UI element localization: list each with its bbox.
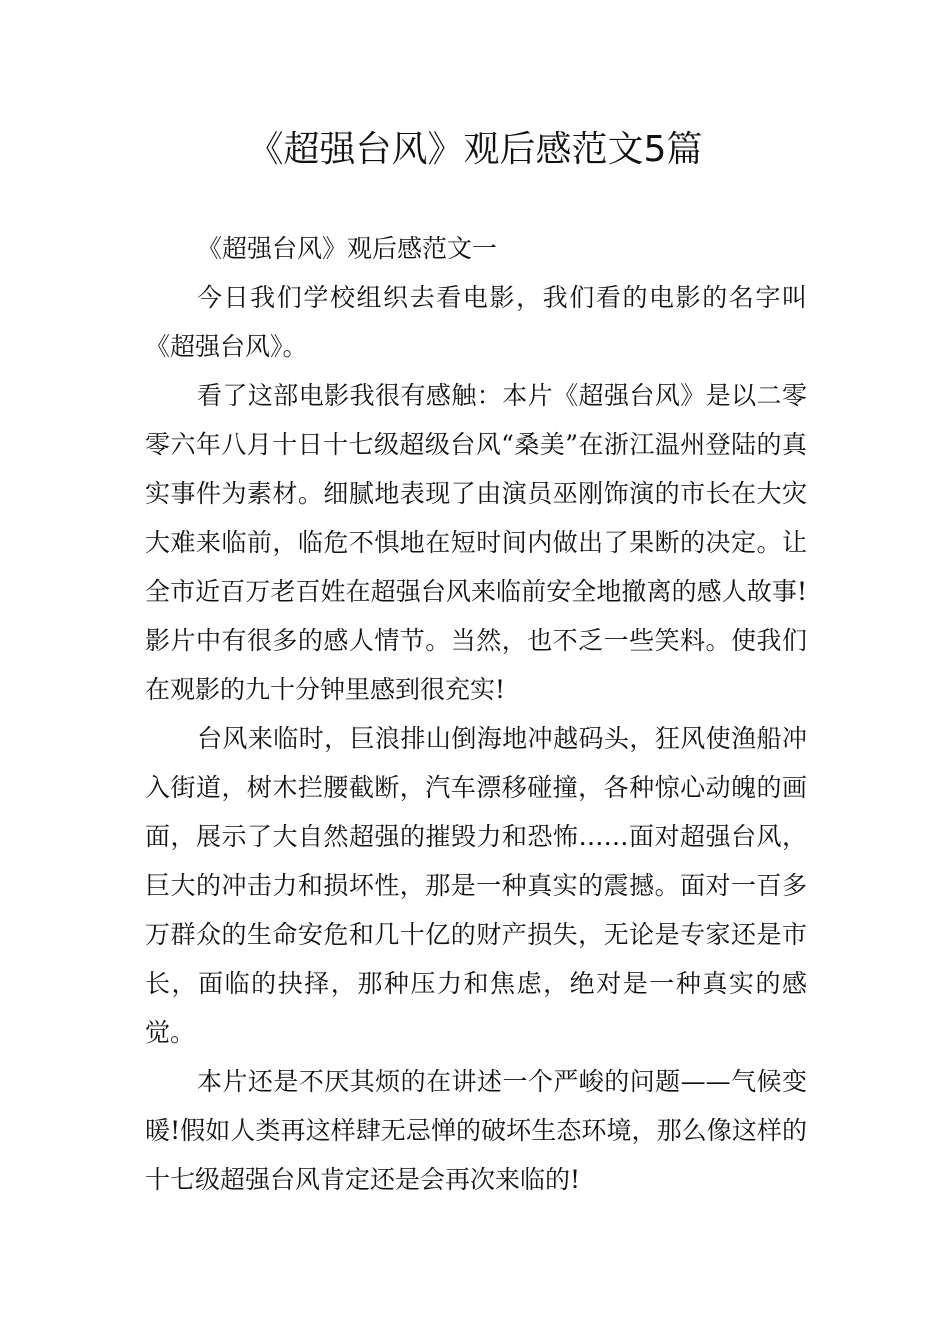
paragraph: 今日我们学校组织去看电影，我们看的电影的名字叫《超强台风》。 bbox=[145, 283, 807, 361]
document-title: 《超强台风》观后感范文5篇 bbox=[247, 129, 703, 170]
document-body bbox=[145, 224, 807, 1204]
paragraph: 本片还是不厌其烦的在讲述一个严峻的问题——气候变暖!假如人类再这样肆无忌惮的破坏生态环境，那么像这样的十七级超强台风肯定还是会再次来临的! bbox=[145, 1067, 807, 1194]
section-heading: 《超强台风》观后感范文一 bbox=[197, 234, 498, 263]
paragraph: 看了这部电影我很有感触：本片《超强台风》是以二零零六年八月十日十七级超级台风“桑美”在浙江温州登陆的真实事件为素材。细腻地表现了由演员巫刚饰演的市长在大灾大难来临前，临危不惧地在短时间内做出了果断的决定。让全市近百万老百姓在超强台风来临前安全地撤离的感人故事!影片中有很多的感人情节。当然，也不乏一些笑料。使我们在观影的九十分钟里感到很充实! bbox=[145, 381, 807, 704]
paragraph: 台风来临时，巨浪排山倒海地冲越码头，狂风使渔船冲入街道，树木拦腰截断，汽车漂移碰撞，各种惊心动魄的画面，展示了大自然超强的摧毁力和恐怖……面对超强台风，巨大的冲击力和损坏性，那是一种真实的震撼。面对一百多万群众的生命安危和几十亿的财产损失，无论是专家还是市长，面临的抉择，那种压力和焦虑，绝对是一种真实的感觉。 bbox=[145, 724, 807, 1047]
